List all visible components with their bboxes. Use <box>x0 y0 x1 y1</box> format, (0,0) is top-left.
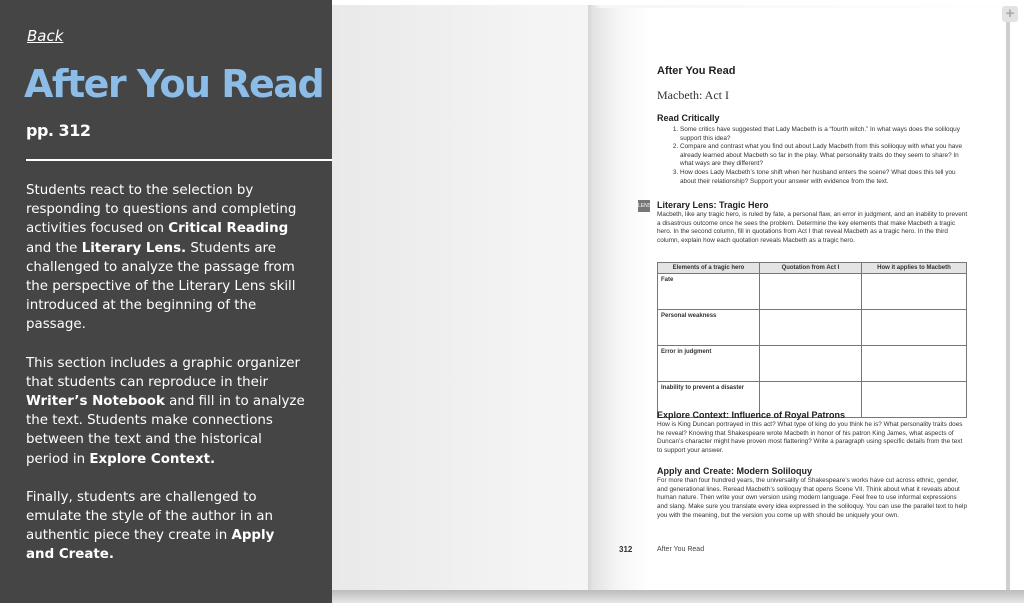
emphasis-explore-context: Explore Context. <box>89 451 216 467</box>
text: This section includes a graphic organizer that students can reproduce in their <box>26 355 300 390</box>
row-label: Fate <box>658 274 760 310</box>
read-critically-title: Read Critically <box>657 113 720 123</box>
row-label: Error in judgment <box>658 346 760 382</box>
column-header: How it applies to Macbeth <box>861 263 966 274</box>
table-row <box>658 346 967 382</box>
literary-lens-text: Macbeth, like any tragic hero, is ruled by fate, a personal flaw, an error in judgment, and an inability to prevent a disastrous outcome once he sees the problem. Determine the key elements that make Macbeth a tragic hero. In the second column, fill in quotations from Act I that reveal Macbeth as a tragic hero. In the third column, explain how each quotation reveals Macbeth as a tragic hero. <box>657 211 968 245</box>
table-cell <box>861 274 966 310</box>
description-paragraph-3 <box>26 488 306 565</box>
emphasis-literary-lens: Literary Lens. <box>81 240 187 256</box>
column-header: Elements of a tragic hero <box>658 263 760 274</box>
read-critically-questions <box>660 126 970 186</box>
question: 2. Compare and contrast what you find out about Lady Macbeth from this soliloquy with what you have already learned about Macbeth so far in the play. What personality traits do they seem to share? In what ways are they different? <box>680 143 970 169</box>
literary-lens-icon: LENS <box>638 200 650 212</box>
text: and fill in to analyze the text. Students make connections between the text and the historical period in <box>26 394 305 467</box>
table-header-row <box>658 263 967 274</box>
apply-create-title: Apply and Create: Modern Soliloquy <box>657 466 813 476</box>
literary-lens-title: Literary Lens: Tragic Hero <box>657 200 769 210</box>
description <box>26 181 306 584</box>
row-label: Inability to prevent a disaster <box>658 382 760 418</box>
emphasis-apply-and-create: Apply and Create. <box>26 528 275 563</box>
emphasis-critical-reading: Critical Reading <box>168 221 289 237</box>
page-reference: pp. 312 <box>26 121 91 140</box>
zoom-plus-icon[interactable]: + <box>1002 6 1018 22</box>
text: Finally, students are challenged to emulate the style of the author in an authentic piece they create in <box>26 489 273 544</box>
table-cell <box>861 310 966 346</box>
bottom-shadow <box>332 590 1024 603</box>
text: and the <box>26 240 82 256</box>
row-label: Personal weakness <box>658 310 760 346</box>
table-cell <box>759 346 861 382</box>
description-paragraph-2 <box>26 354 306 469</box>
column-header: Quotation from Act I <box>759 263 861 274</box>
page-number: 312 <box>619 545 633 554</box>
explore-context-title: Explore Context: Influence of Royal Patrons <box>657 410 846 420</box>
table-cell <box>759 310 861 346</box>
table-row <box>658 310 967 346</box>
page-title: After You Read <box>24 62 324 106</box>
emphasis-writers-notebook: Writer’s Notebook <box>26 394 165 410</box>
text: Students react to the selection by responding to questions and completing activities focused on <box>26 183 297 237</box>
apply-create-text: For more than four hundred years, the universality of Shakespeare’s works have cut across ethnic, gender, and generational lines. Reread Macbeth’s soliloquy that opens Scene VII. Think about what it reveals about human nature. Then write your own version using modern language. Feel free to use informal expressions and slang. Make sure you translate every idea expressed in the soliloquy. You can use the parallel text to help you with the meaning, but the version you come up with should be uniquely your own. <box>657 477 968 519</box>
explore-context-text: How is King Duncan portrayed in this act? What type of king do you think he is? What personality traits does he reveal? Knowing that Shakespeare wrote Macbeth in honor of his patron King James, what aspects of Duncan’s character might have proven most flattering? Write a paragraph using specific details from the text to support your answer. <box>657 421 963 455</box>
question: 1. Some critics have suggested that Lady Macbeth is a “fourth witch.” In what ways does the soliloquy support this idea? <box>680 126 970 143</box>
page-edge <box>1006 15 1010 593</box>
text: Students are challenged to analyze the passage from the perspective of the Literary Lens skill introduced at the beginning of the passage. <box>26 240 296 333</box>
table-cell <box>861 382 966 418</box>
description-paragraph-1 <box>26 181 306 335</box>
page-viewer[interactable] <box>332 0 1024 603</box>
divider <box>26 159 332 161</box>
table-row <box>658 274 967 310</box>
sidebar <box>0 0 332 603</box>
table-cell <box>759 274 861 310</box>
page-heading: After You Read <box>657 65 736 77</box>
graphic-organizer-table <box>657 262 967 418</box>
running-head: After You Read <box>657 546 705 553</box>
question: 3. How does Lady Macbeth’s tone shift when her husband enters the scene? What does this tell you about their relationship? Support your answer with evidence from the text. <box>680 169 970 186</box>
page-subheading: Macbeth: Act I <box>657 88 729 102</box>
back-link[interactable]: Back <box>27 27 64 45</box>
table-cell <box>861 346 966 382</box>
